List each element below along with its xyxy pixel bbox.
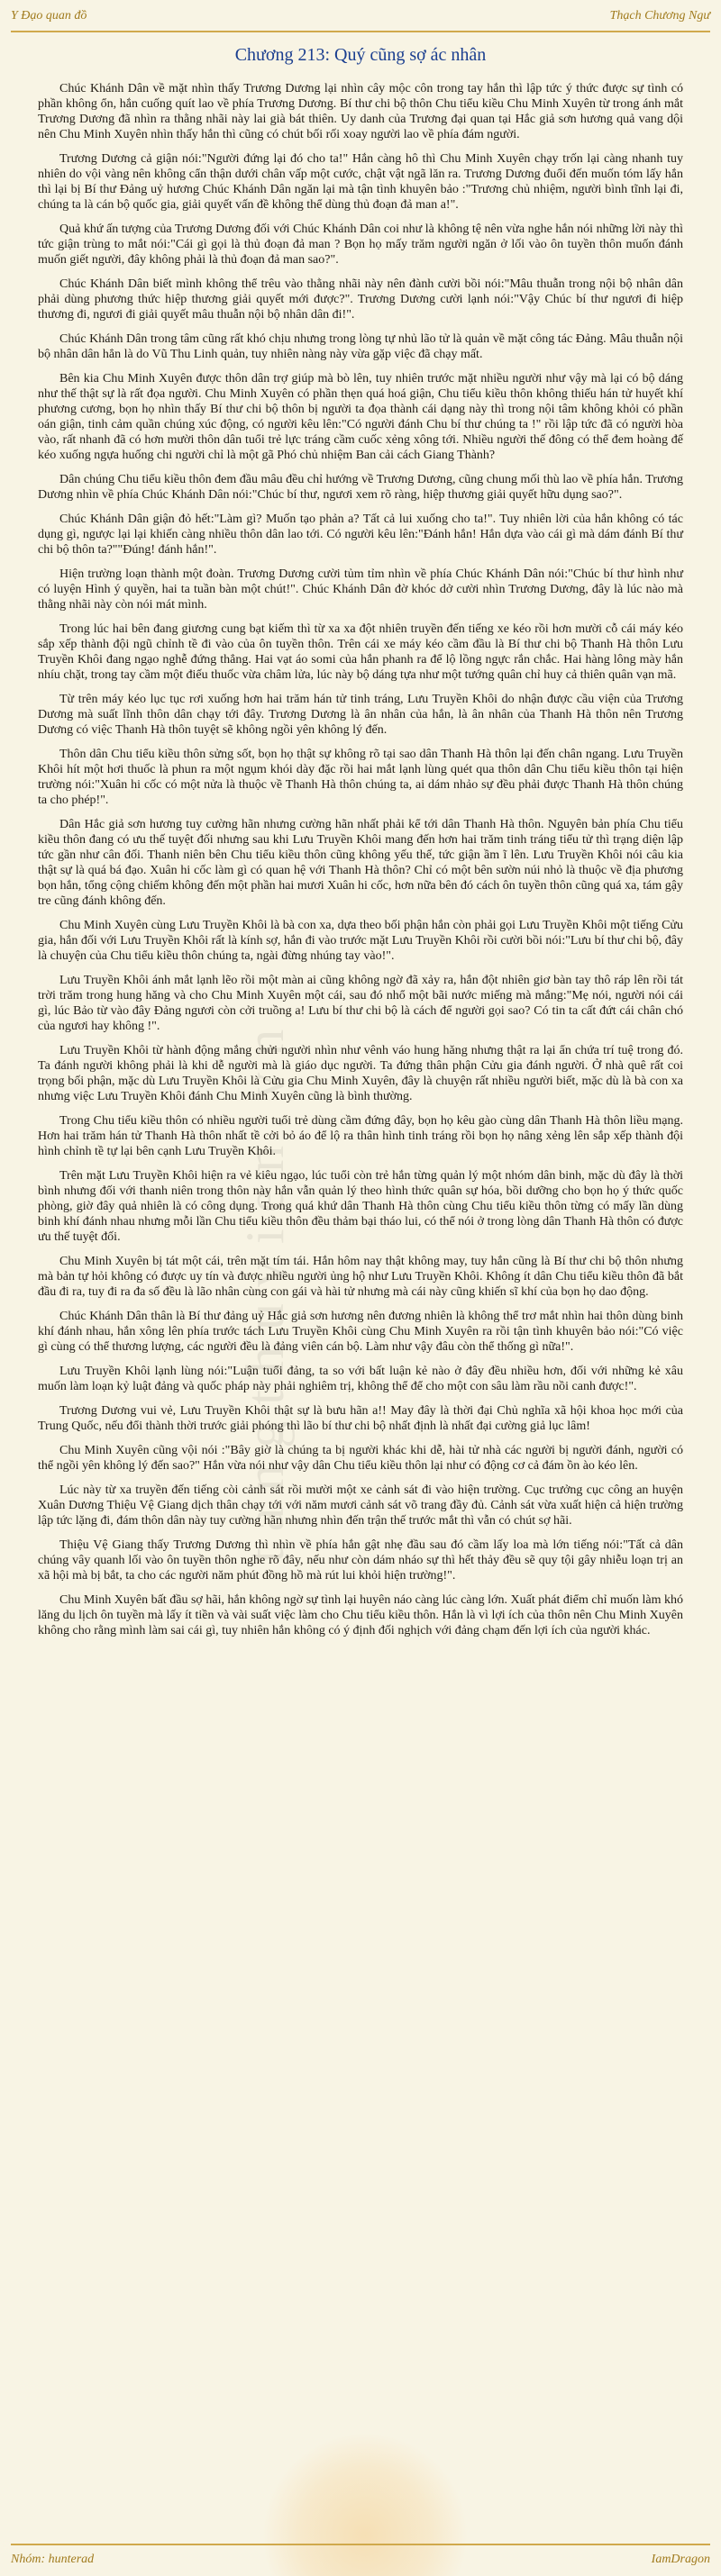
paragraph: Lúc này từ xa truyền đến tiếng còi cảnh sát rồi mười một xe cảnh sát đi vào hiện trường. Cục trưởng cục công an huyện Xuân Dương Thiệu Vệ Giang dịch thân chạy tới với năm mươi cảnh sát võ trang đầy đủ. Cảnh sát vừa xuất hiện cả hiện trường lập tức lặng đi, đám thôn dân này tuy cường hãn nhưng nhìn đến trận thế trước mắt thì vẫn có chút sợ hãi. bbox=[38, 1483, 683, 1528]
paragraph: Lưu Truyền Khôi từ hành động mắng chửi người nhìn như vênh váo hung hăng nhưng thật ra lại ẩn chứa trí tuệ trong đó. Ta đánh người không phải là khi dễ người mà là giáo dục người. Ta đứng thân phận Cửu gia đánh người. Ở nhà quê rất coi trọng bối phận, mặc dù Lưu Truyền Khôi là Cửu gia Chu Minh Xuyên, đây là chuyện rất nhiều người biết, mặc dù là bà con xa nhưng việc Lưu Truyền Khôi đánh Chu Minh Xuyên cũng là bình thường. bbox=[38, 1044, 683, 1103]
paragraph: Dân Hắc giả sơn hương tuy cường hãn nhưng cường hãn nhất phải kể tới dân Thanh Hà thôn. Nguyên bản phía Chu tiểu kiều thôn đang có ưu thế tuyệt đối nhưng sau khi Lưu Truyền Khôi mang đến hơn hai trăm tinh tráng tiểu tử thì trạng diện lập tức gần như cân đối. Thanh niên bên Chu tiểu kiều thôn cũng không yếu thế, tức giận ầm ĩ lên. Lưu Truyền Khôi nói câu kia thật sự là quá bá đạo. Xuân hi cốc làm gì có quan hệ với Thanh Hà thôn? Chỉ có một bên sườn núi nhỏ là thuộc về địa phương bọn hắn, tổng cộng chiếm không đến một phần hai mươi Xuân hi cốc, hơn nữa bên đó cách ôn tuyền thôn cũng quá xa, tám gậy tre cũng đánh không đến. bbox=[38, 818, 683, 908]
paragraph: Hiện trường loạn thành một đoàn. Trương Dương cười tủm tỉm nhìn về phía Chúc Khánh Dân nói:"Chúc bí thư hình như có luyện Hình ý quyền, hai ta tuần bàn một chút!". Chúc Khánh Dân đờ khóc dở cười nhìn Trương Dương, đây là lúc nào mà thằng nhãi này còn nói mát mình. bbox=[38, 567, 683, 612]
paragraph: Thôn dân Chu tiểu kiều thôn sửng sốt, bọn họ thật sự không rõ tại sao dân Thanh Hà thôn lại đến chân ngang. Lưu Truyền Khôi hít một hơi thuốc là phun ra một ngụm khói dày đặc rồi hai mắt lạnh lùng quét qua thôn dân Chu tiểu kiều thôn tại hiện trường nói:"Xuân hi cốc có một nửa là thuộc về Thanh Hà thôn chúng ta, ai dám nhảo sự đều phải được Thanh Hà thôn chúng ta cho phép!". bbox=[38, 748, 683, 807]
paragraph: Thiệu Vệ Giang thấy Trương Dương thì nhìn về phía hắn gật nhẹ đầu sau đó cầm lấy loa mà lớn tiếng nói:"Tất cả dân chúng vây quanh lối vào ôn tuyền thôn nghe rõ đây, nếu như còn dám nháo sự thì hết thảy đều sẽ quy tội gây nhiễu loạn trị an xã hội mà bị bắt, ta cho các người năm phút đồng hồ mà rút lui khỏi hiện trường!". bbox=[38, 1538, 683, 1583]
chapter-title: Chương 213: Quý cũng sợ ác nhân bbox=[234, 45, 487, 65]
paragraph: Chúc Khánh Dân trong tâm cũng rất khó chịu nhưng trong lòng tự nhủ lão tử là quản về mặt công tác Đảng. Mâu thuẫn nội bộ nhân dân hẳn là do Vũ Thu Linh quản, tuy nhiên nàng này vừa gặp việc đã chạy mất. bbox=[38, 332, 683, 361]
paragraph: Chu Minh Xuyên bị tát một cái, trên mặt tím tái. Hắn hôm nay thật không may, tuy hắn cũng là Bí thư chi bộ thôn nhưng mà bản tự hỏi không có được uy tín và được nhiều người ủng hộ như Lưu Truyền Khôi. Không ít dân Chu tiểu kiều thôn đã bắt đầu đi ra, tuy đi ra đa số đều là lão nhân cùng con gái và hài tử nhưng mà cái này cũng khiến sĩ khí của bọn họ dao động. bbox=[38, 1255, 683, 1299]
header-divider bbox=[11, 31, 710, 32]
paragraph: Chu Minh Xuyên bất đầu sợ hãi, hắn không ngờ sự tình lại huyên náo càng lúc càng lớn. Xuất phát điểm chỉ muốn làm khó lăng du lịch ôn tuyền mà lấy ít tiền và vài suất việc làm cho Chu tiểu kiều thôn. Hắn là vì lợi ích của thôn nên Chu Minh Xuyên không cho rằng mình làm sai cái gì, tuy nhiên hắn không có ý định đối nghịch với đảng chạm đến lợi ích của người khác. bbox=[38, 1593, 683, 1637]
page-header bbox=[0, 0, 721, 32]
paragraph: Dân chúng Chu tiểu kiều thôn đem đầu mâu đều chỉ hướng về Trương Dương, cũng chung mối thù lao về phía hắn. Trương Dương nhìn về phía Chúc Khánh Dân nói:"Chúc bí thư, ngươi xem rõ ràng, hiệp thương giải quyết hữu dụng sao?". bbox=[38, 473, 683, 502]
paragraph: Trương Dương cả giận nói:"Người đứng lại đó cho ta!" Hắn càng hô thì Chu Minh Xuyên chạy trốn lại càng nhanh tuy nhiên do vội vàng nên không cẩn thận dưới chân vấp một cước, chật vật ngã lăn ra. Trương Dương đuổi đến muốn tóm lấy hắn thì lại bị Bí thư Đảng uỷ hương Chúc Khánh Dân ngăn lại mà tận tình khuyên bảo :"Trương chủ nhiệm, người bình tĩnh lại đi, chúng ta là cán bộ quốc gia, giải quyết vấn đề không thể dùng thủ đoạn đả man a!". bbox=[38, 152, 683, 212]
paragraph: Trong lúc hai bên đang giương cung bạt kiếm thì từ xa xa đột nhiên truyền đến tiếng xe kéo rồi hơn mười cỗ cái máy kéo sắp xếp thành đội ngũ chỉnh tề đi vào của ôn tuyền thôn. Trên cái xe máy kéo cầm đầu là Bí thư chi bộ Thanh Hà thôn Lưu Truyền Khôi đang ngạo nghễ đứng thẳng. Hai vạt áo somi của hắn phanh ra để lộ lồng ngực rắn chắc. Hai hàng lông mày hắn nhíu chặt, trong tay cầm một điếu thuốc vừa châm lửa, lúc này bộ dáng tựa như một tướng quân chỉ huy cả thiên quân vạn mã. bbox=[38, 622, 683, 682]
paragraph: Lưu Truyền Khôi lạnh lùng nói:"Luận tuổi đảng, ta so với bất luận kẻ nào ở đây đều nhiều hơn, đối với những kẻ xâu muốn làm loạn kỷ luật đảng và quốc pháp này phải nghiêm trị, không thể để cho một con sâu làm rầu nồi canh được!". bbox=[38, 1365, 683, 1393]
paragraph: Chu Minh Xuyên cũng vội nói :"Bây giờ là chúng ta bị người khác khi dễ, hài tử nhà các người bị người đánh, người có thể ngồi yên không lý đến sao?" Hắn vừa nói như vậy dân Chu tiểu kiều thôn lại như có động cơ cả đám ồn ào kéo lên. bbox=[38, 1444, 683, 1473]
page-footer bbox=[0, 2544, 721, 2576]
book-title: Y Đạo quan đồ bbox=[11, 9, 87, 23]
watermark: tangthuvien.vn bbox=[235, 1012, 295, 1564]
editor-name: IamDragon bbox=[651, 2553, 710, 2566]
paragraph: Quả khứ ấn tượng của Trương Dương đối với Chúc Khánh Dân coi như là không tệ nên vừa nghe hắn nói những lời này thì tức giận trùng to mắt nói:"Cái gì gọi là thủ đoạn đả man ? Bọn họ mấy trăm người ngăn ở lối vào ôn tuyền thôn muốn đánh muốn giết người, đây không phải là thủ đoạn đả man sao?". bbox=[38, 222, 683, 267]
paragraph: Chúc Khánh Dân thân là Bí thư đảng uỷ Hắc giả sơn hương nên đương nhiên là không thể trơ mắt nhìn hai thôn dùng binh khí đánh nhau, hắn xông lên phía trước tách Lưu Truyền Khôi cùng Chu Minh Xuyên ra rồi tận tình khuyên bảo nói:"Có việc gì cùng có thể thương lượng, các người đều là đảng viên cán bộ. Làm như vậy đâu còn thể thống gì nữa!". bbox=[38, 1310, 683, 1354]
paragraph: Bên kia Chu Minh Xuyên được thôn dân trợ giúp mà bò lên, tuy nhiên trước mặt nhiều người như vậy mà lại có bộ dáng như thế thật sự là rất đọa người. Chu Minh Xuyên có phần thẹn quá hoá giận, Chu tiểu kiều thôn không thiếu hán tử huyết khí phương cương, bọn họ nhìn thấy Bí thư chi bộ thôn bị người ta đọa thành cái dạng này thì trong nội tâm không khỏi có phần oán giận, tinh cảm quần chúng xúc động, có người kêu lên:"Có người đánh Chu bí thư chúng ta !" rồi lập tức đã có người hòa vào, rất nhanh đã có hơn mười thôn dân tuổi trẻ lực tráng cầm cuốc xẻng xông tới. Nhiều người thế đông có thể đem hoàng đế kéo xuống ngựa huống chi người chỉ là một gã Phó chủ nhiệm Ban cải cách Giang Thành? bbox=[38, 372, 683, 462]
paragraph: Chúc Khánh Dân về mặt nhìn thấy Trương Dương lại nhìn cây mộc côn trong tay hắn thì lập tức ý thức được sự tình có phần không ổn, hắn cuống quít lao về phía Trương Dương. Bí thư chi bộ thôn Chu tiểu kiều Chu Minh Xuyên từ trong ánh mắt Trương Dương đã nhìn ra thằng nhãi này lai già bát thiên. Uy danh của Trương đại quan tại Hắc giả sơn hương quả vang dội nên Chu Minh Xuyên nhìn thấy hắn thì cũng có chút bối rối xoay người lao về phía đám người. bbox=[38, 82, 683, 141]
paragraph: Trên mặt Lưu Truyền Khôi hiện ra vẻ kiêu ngạo, lúc tuổi còn trẻ hắn từng quản lý một nhóm dân binh, mặc dù đây là thời bình nhưng đối với thanh niên trong thôn này hắn vẫn quản lý theo hình thức quân sự hóa, bồi dưỡng cho bọn họ ý thức quốc phòng, giờ đây quả nhiên là có công dụng. Trong quá khứ dân Thanh Hà thôn cùng Chu tiểu kiều thôn từng có mấy lần dùng binh khí đánh nhau nhưng mỗi lần Chu tiểu kiều thôn đều thảm bại tháo lui, có thể nói ở trong lòng dân Thanh Hà thôn có được ưu thế tuyệt đối. bbox=[38, 1169, 683, 1244]
chapter-body bbox=[38, 81, 683, 2535]
paragraph: Lưu Truyền Khôi ánh mắt lạnh lẽo rồi một màn ai cũng không ngờ đã xảy ra, hắn đột nhiên giơ bàn tay thô ráp lên rồi tát trời trăm trong hung hăng và cho Chu Minh Xuyên một cái, sau đó nhổ một bãi nước miếng mà mắng:"Mẹ nói, người nói cái gì, lúc Bảo từ vào đây Đảng ngươi còn cởi truồng a! Lưu bí thư chi bộ là cách để người gọi sao? Có tin ta cất đứt cái chân chó của ngươi hay không !". bbox=[38, 974, 683, 1033]
paragraph: Chu Minh Xuyên cùng Lưu Truyền Khôi là bà con xa, dựa theo bối phận hắn còn phải gọi Lưu Truyền Khôi một tiếng Cửu gia, hắn đối với Lưu Truyền Khôi rất là kính sợ, hắn đi vào trước mặt Lưu Truyền Khôi rồi cười bồi nói:"Lưu bí thư chi bộ, đây là chuyện của Chu tiểu kiều thôn chúng ta, ngài đừng nhúng tay vào!". bbox=[38, 919, 683, 963]
author-name: Thạch Chương Ngư bbox=[609, 9, 710, 23]
paragraph: Chúc Khánh Dân biết mình không thể trêu vào thằng nhãi này nên đành cười bồi nói:"Mâu thuẫn trong nội bộ nhân dân phải dùng phương thức hiệp thương giải quyết mới được?". Trương Dương cười lạnh nói:"Vậy Chúc bí thư ngươi đi hiệp thương đi, ngươi đi giải quyết mâu thuẫn nội bộ nhân dân đi!". bbox=[38, 277, 683, 322]
paragraph: Chúc Khánh Dân giận đỏ hết:"Làm gì? Muốn tạo phản a? Tất cả lui xuống cho ta!". Tuy nhiên lời của hắn không có tác dụng gì, ngược lại lại khiến càng nhiều thôn dân lao tới. Có người kêu lên:"Đánh hắn! Hắn dựa vào cái gì mà dám đánh Bí thư chi bộ thôn ta?""Đúng! đánh hắn!". bbox=[38, 512, 683, 557]
paragraph: Từ trên máy kéo lục tục rơi xuống hơn hai trăm hán tử tinh tráng, Lưu Truyền Khôi do nhận được cầu viện của Trương Dương mà suất lĩnh thôn dân chạy tới đây. Trương Dương là ân nhân của hắn, là ân nhân của Thanh Hà thôn nên Trương Dương có việc Thanh Hà thôn tuyệt sẽ không ngồi yên không lý đến. bbox=[38, 693, 683, 737]
paragraph: Trương Dương vui vẻ, Lưu Truyền Khôi thật sự là bưu hãn a!! May đây là thời đại Chủ nghĩa xã hội khoa học mới của Trung Quốc, nếu đổi thành thời trước giải phóng thì lão bí thư chi bộ nhất định là nhất đại cường giả lục lâm! bbox=[38, 1404, 683, 1433]
translator-group: Nhóm: hunterad bbox=[11, 2553, 95, 2566]
paragraph: Trong Chu tiểu kiều thôn có nhiều người tuổi trẻ dùng cầm đứng đây, bọn họ kêu gào cùng dân Thanh Hà thôn liều mạng. Hơn hai trăm hán tử Thanh Hà thôn nhất tề cởi bỏ áo để lộ ra thân hình tinh tráng rồi bọn họ nâng xẻng lên sắp xếp thành đội hình chỉnh tề tự lại bên cạnh Lưu Truyền Khôi. bbox=[38, 1114, 683, 1158]
